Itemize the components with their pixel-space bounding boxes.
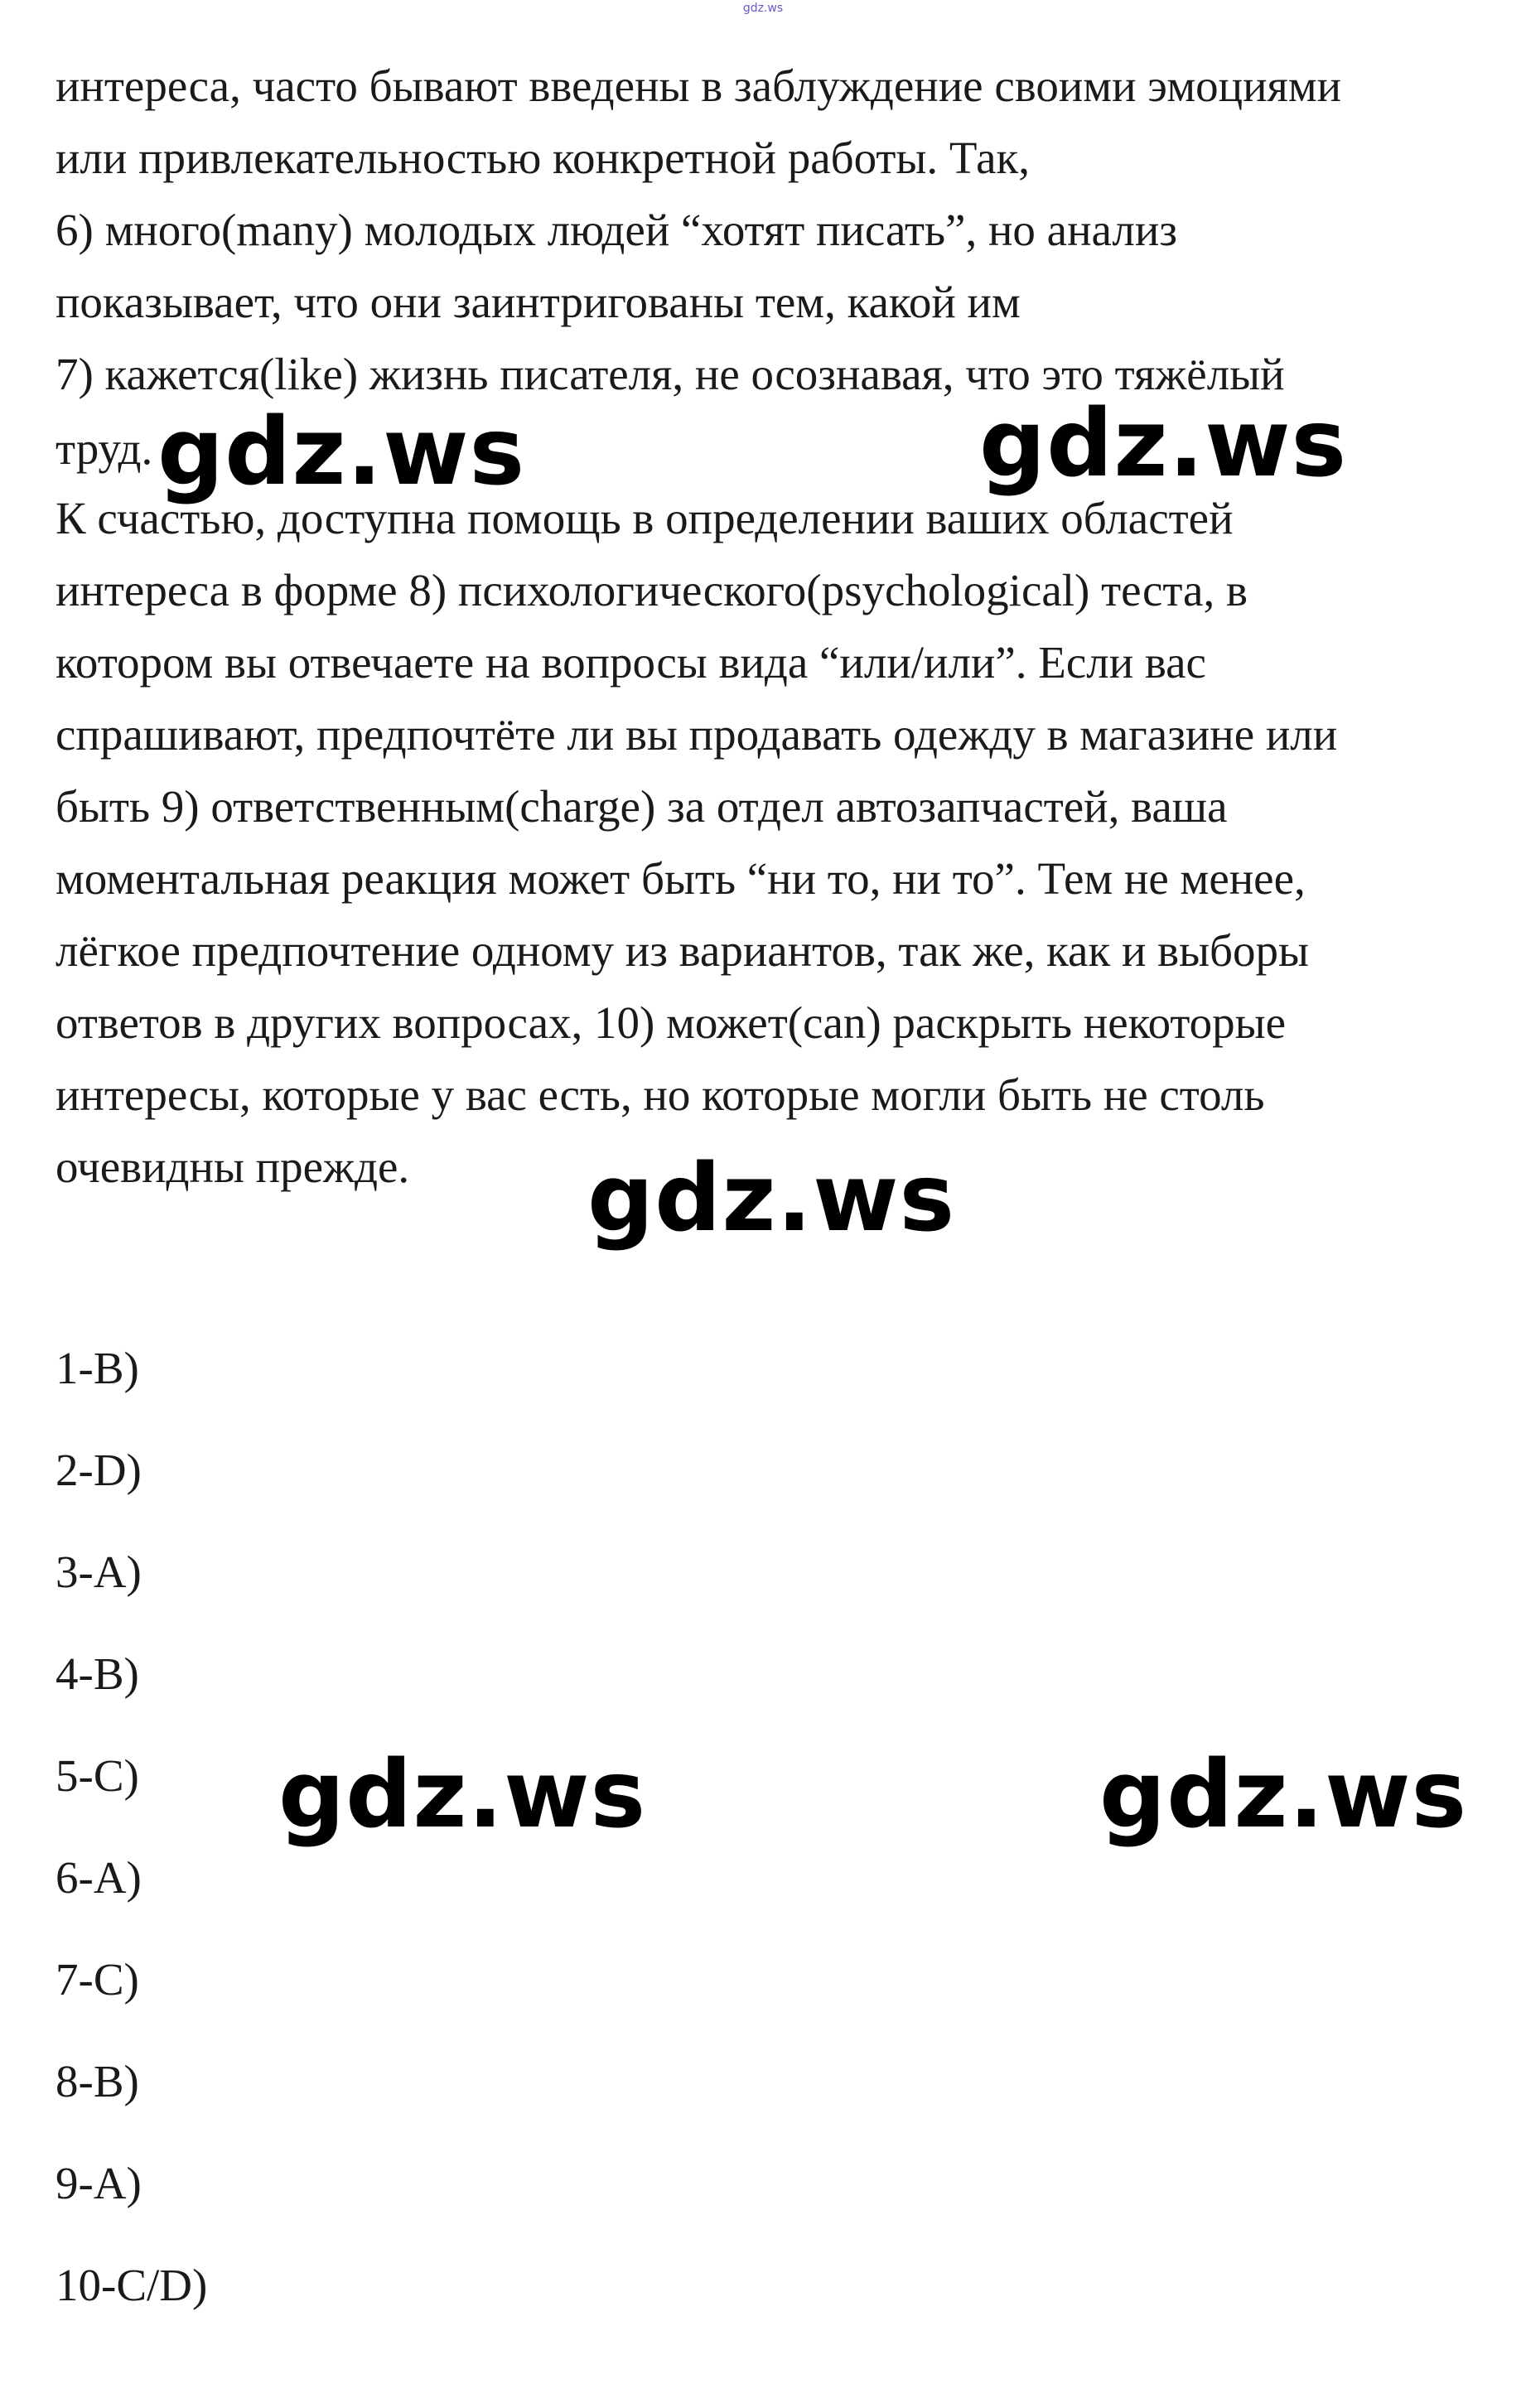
text-line: лёгкое предпочтение одному из вариантов, так же, как и выборы (56, 925, 1309, 976)
text-line: интересы, которые у вас есть, но которые могли быть не столь (56, 1069, 1265, 1120)
text-line: быть 9) ответственным(charge) за отдел автозапчастей, ваша (56, 781, 1228, 832)
text-line: труд. (56, 423, 153, 474)
text-line: интереса, часто бывают введены в заблуждение своими эмоциями (56, 60, 1342, 111)
answer-item: 10-C/D) (56, 2260, 208, 2310)
header-watermark: gdz.ws (742, 2, 784, 15)
watermark: gdz.ws (1099, 1741, 1468, 1849)
answer-item: 1-B) (56, 1343, 139, 1393)
answer-item: 4-B) (56, 1648, 139, 1699)
text-line: очевидны прежде. (56, 1141, 410, 1192)
answer-item: 7-C) (56, 1954, 139, 2005)
text-line: 7) кажется(like) жизнь писателя, не осознавая, что это тяжёлый (56, 349, 1285, 399)
answer-item: 3-A) (56, 1547, 142, 1597)
answer-item: 9-A) (56, 2158, 142, 2208)
text-line: моментальная реакция может быть “ни то, ни то”. Тем не менее, (56, 853, 1306, 904)
text-line: ответов в других вопросах, 10) может(can) раскрыть некоторые (56, 997, 1287, 1048)
text-line: котором вы отвечаете на вопросы вида “или/или”. Если вас (56, 637, 1206, 688)
answer-item: 6-A) (56, 1852, 142, 1903)
watermark: gdz.ws (278, 1741, 647, 1849)
answer-item: 2-D) (56, 1445, 142, 1495)
text-line: интереса в форме 8) психологического(psychological) теста, в (56, 565, 1248, 615)
answer-item: 8-B) (56, 2056, 139, 2106)
text-line: показывает, что они заинтригованы тем, какой им (56, 277, 1021, 327)
text-line: спрашивают, предпочтёте ли вы продавать одежду в магазине или (56, 709, 1338, 760)
watermark: gdz.ws (587, 1145, 956, 1252)
text-line: или привлекательностью конкретной работы. Так, (56, 133, 1030, 183)
watermark: gdz.ws (157, 398, 526, 506)
text-line: 6) много(many) молодых людей “хотят писать”, но анализ (56, 205, 1177, 255)
watermark: gdz.ws (979, 390, 1348, 498)
answer-item: 5-C) (56, 1750, 139, 1801)
text-line: К счастью, доступна помощь в определении ваших областей (56, 493, 1234, 543)
